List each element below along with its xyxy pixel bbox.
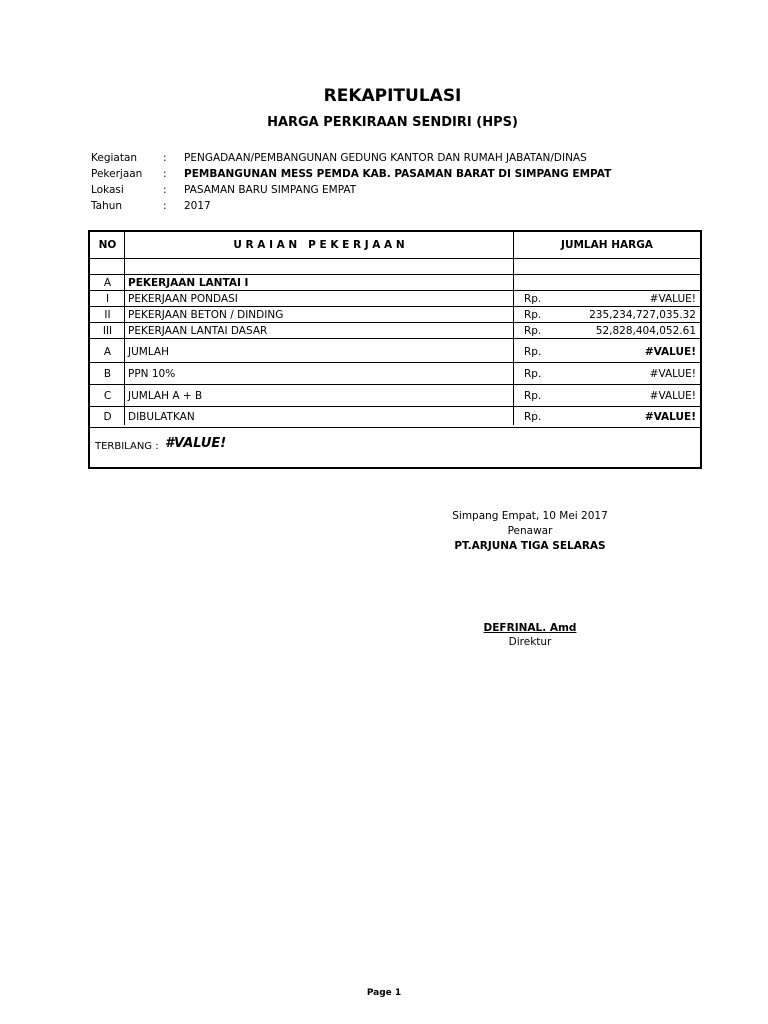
row-amount: #VALUE! [649, 293, 696, 305]
row-no: A [103, 277, 112, 289]
row-divider [90, 362, 700, 363]
terbilang-value: #VALUE! [165, 436, 227, 451]
row-divider [90, 322, 700, 323]
info-row-kegiatan [0, 150, 768, 166]
row-no: A [103, 346, 112, 358]
row-amount: #VALUE! [644, 346, 696, 358]
row-no: III [102, 325, 113, 337]
row-desc: PPN 10% [128, 368, 176, 380]
row-currency: Rp. [524, 368, 542, 380]
row-divider [90, 384, 700, 385]
info-label: Tahun [91, 200, 123, 212]
row-amount: 52,828,404,052.61 [595, 325, 696, 337]
row-desc: JUMLAH [128, 346, 170, 358]
row-amount: #VALUE! [649, 368, 696, 380]
document-subtitle: HARGA PERKIRAAN SENDIRI (HPS) [267, 115, 518, 130]
info-row-pekerjaan [0, 166, 768, 182]
row-currency: Rp. [524, 411, 542, 423]
row-desc: PEKERJAAN BETON / DINDING [128, 309, 284, 321]
info-colon: : [163, 152, 167, 164]
info-colon: : [163, 168, 167, 180]
row-currency: Rp. [524, 309, 542, 321]
row-amount: #VALUE! [644, 411, 696, 423]
info-row-lokasi [0, 182, 768, 198]
info-value: 2017 [184, 200, 211, 212]
row-desc: PEKERJAAN LANTAI DASAR [128, 325, 268, 337]
info-label: Kegiatan [91, 152, 138, 164]
signature-company: PT.ARJUNA TIGA SELARAS [454, 540, 606, 552]
header-no: NO [98, 239, 117, 251]
row-desc: DIBULATKAN [128, 411, 195, 423]
row-no: D [103, 411, 112, 423]
info-value: PASAMAN BARU SIMPANG EMPAT [184, 184, 357, 196]
rekap-table [88, 230, 702, 469]
info-label: Pekerjaan [91, 168, 143, 180]
signature-role: Penawar [507, 525, 553, 537]
row-currency: Rp. [524, 346, 542, 358]
info-colon: : [163, 200, 167, 212]
row-no: I [105, 293, 110, 305]
signature-position: Direktur [508, 636, 552, 648]
row-divider [90, 306, 700, 307]
row-divider [90, 274, 700, 275]
row-desc: PEKERJAAN LANTAI I [128, 277, 249, 289]
page-number: Page 1 [366, 988, 402, 998]
row-amount: #VALUE! [649, 390, 696, 402]
row-amount: 235,234,727,035.32 [589, 309, 696, 321]
row-desc: PEKERJAAN PONDASI [128, 293, 238, 305]
row-divider [90, 406, 700, 407]
row-divider [90, 427, 700, 428]
row-no: II [104, 309, 111, 321]
row-currency: Rp. [524, 293, 542, 305]
terbilang-label: TERBILANG : [95, 441, 159, 452]
info-value: PEMBANGUNAN MESS PEMDA KAB. PASAMAN BARAT DI SIMPANG EMPAT [184, 168, 612, 180]
row-desc: JUMLAH A + B [128, 390, 203, 402]
row-currency: Rp. [524, 325, 542, 337]
info-value: PENGADAAN/PEMBANGUNAN GEDUNG KANTOR DAN RUMAH JABATAN/DINAS [184, 152, 587, 164]
document-title: REKAPITULASI [323, 86, 462, 106]
row-currency: Rp. [524, 390, 542, 402]
signature-place-date: Simpang Empat, 10 Mei 2017 [452, 510, 608, 522]
info-colon: : [163, 184, 167, 196]
row-no: C [103, 390, 112, 402]
header-uraian: U R A I A N P E K E R J A A N [233, 239, 405, 251]
header-jumlah-harga: JUMLAH HARGA [561, 239, 653, 251]
row-no: B [103, 368, 112, 380]
row-divider [90, 290, 700, 291]
row-divider [90, 338, 700, 339]
column-divider [513, 232, 514, 425]
info-label: Lokasi [91, 184, 124, 196]
signature-name: DEFRINAL. Amd [483, 622, 577, 634]
row-divider [90, 258, 700, 259]
info-row-tahun [0, 198, 768, 214]
